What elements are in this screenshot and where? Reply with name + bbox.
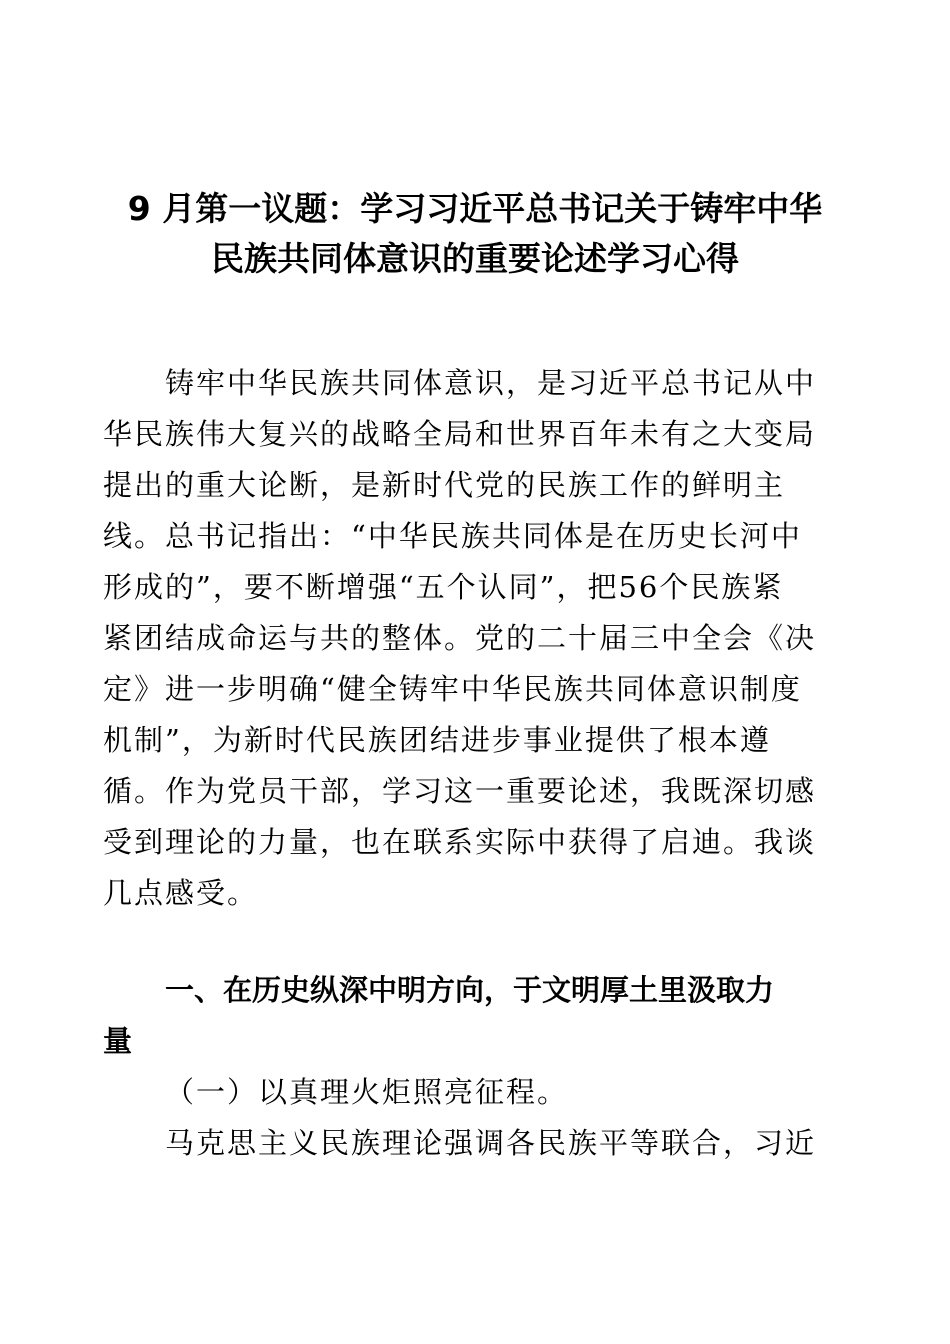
paragraph-line: 线。总书记指出：“中华民族共同体是在历史长河中: [103, 519, 802, 553]
paragraph-line: 机制”，为新时代民族团结进步事业提供了根本遵: [103, 723, 771, 757]
paragraph-line: 紧团结成命运与共的整体。党的二十届三中全会《决: [103, 621, 817, 655]
section-heading-line-1: 一、在历史纵深中明方向，于文明厚土里汲取力: [165, 973, 775, 1007]
paragraph-line: 铸牢中华民族共同体意识，是习近平总书记从中: [165, 366, 817, 400]
paragraph-line: 马克思主义民族理论强调各民族平等联合，习近: [165, 1126, 817, 1160]
paragraph-line: 形成的”，要不断增强“五个认同”，把56个民族紧: [103, 570, 784, 604]
paragraph-line: 受到理论的力量，也在联系实际中获得了启迪。我谈: [103, 825, 817, 859]
paragraph-line: 华民族伟大复兴的战略全局和世界百年未有之大变局: [103, 417, 817, 451]
subsection-heading: （一）以真理火炬照亮征程。: [165, 1075, 569, 1109]
paragraph-line: 定》进一步明确“健全铸牢中华民族共同体意识制度: [103, 672, 802, 706]
paragraph-line: 提出的重大论断，是新时代党的民族工作的鲜明主: [103, 468, 786, 502]
document-title-line-2: 民族共同体意识的重要论述学习心得: [211, 239, 739, 278]
paragraph-line: 循。作为党员干部，学习这一重要论述，我既深切感: [103, 774, 817, 808]
paragraph-line: 几点感受。: [103, 876, 259, 910]
section-heading-line-2: 量: [103, 1024, 133, 1058]
document-title-line-1: 9 月第一议题：学习习近平总书记关于铸牢中华: [127, 189, 823, 228]
